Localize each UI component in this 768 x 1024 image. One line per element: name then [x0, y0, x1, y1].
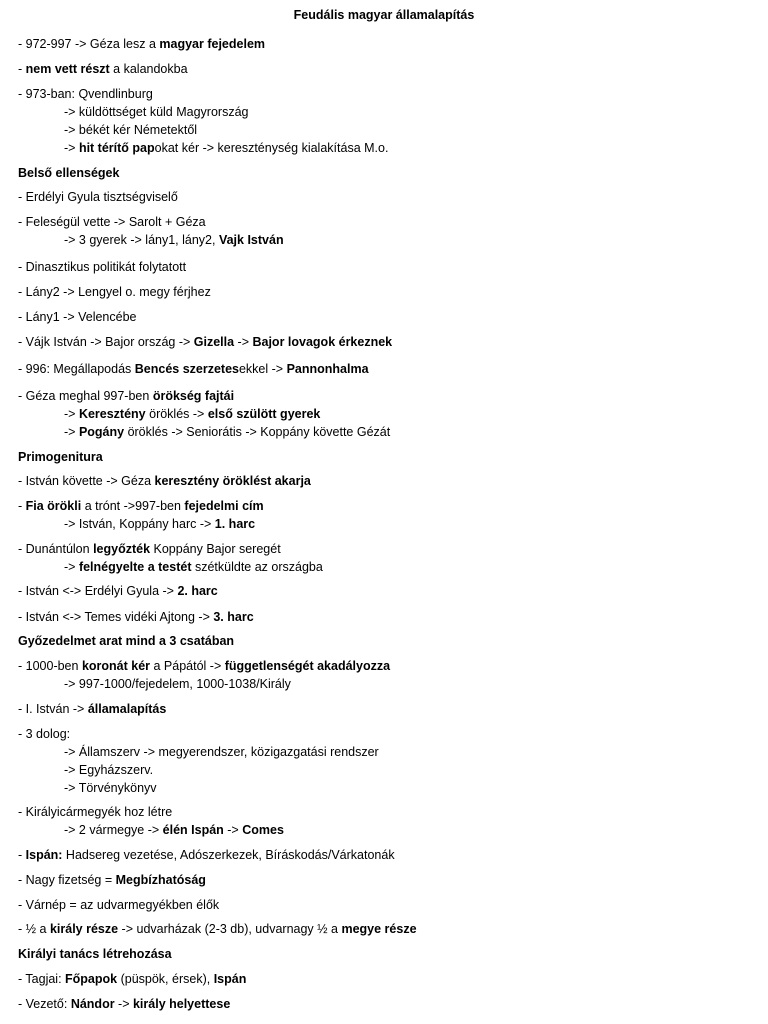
- document-line: [18, 541, 281, 557]
- text: - Dunántúlon: [18, 542, 94, 556]
- document-line: [64, 744, 379, 760]
- bold-text: király része: [49, 922, 119, 936]
- bold-text: 3. harc: [213, 610, 254, 624]
- text: -> udvarházak (2-3 db), udvarnagy ½ a: [118, 922, 342, 936]
- document-line: [18, 658, 390, 674]
- document-line: [18, 214, 206, 230]
- document-line: [64, 822, 284, 838]
- text: ->: [64, 425, 79, 439]
- text: - 1000-ben: [18, 659, 82, 673]
- document-line: [18, 334, 392, 350]
- text: ekkel ->: [238, 362, 287, 376]
- text: szétküldte az országba: [191, 560, 323, 574]
- document-line: [18, 897, 219, 913]
- text: - István <-> Erdélyi Gyula ->: [18, 584, 178, 598]
- document-line: [64, 140, 388, 156]
- text: (püspök, érsek),: [117, 972, 214, 986]
- text: -> Államszerv -> megyerendszer, közigazgatási rendszer: [64, 745, 379, 759]
- document-line: [64, 676, 291, 692]
- document-line: [18, 361, 369, 377]
- bold-text: felnégyelte a testét: [78, 560, 192, 574]
- document-line: [18, 701, 166, 717]
- text: okat kér -> kereszténység kialakítása M.o.: [154, 141, 389, 155]
- text: - I. István ->: [18, 702, 88, 716]
- text: öröklés ->: [145, 407, 208, 421]
- document-line: [18, 804, 172, 820]
- text: -: [18, 62, 26, 76]
- bold-text: Pannonhalma: [286, 362, 369, 376]
- document-line: [64, 406, 320, 422]
- bold-text: keresztény öröklést akarja: [154, 474, 311, 488]
- text: a trónt ->997-ben: [81, 499, 185, 513]
- bold-text: Bajor lovagok érkeznek: [252, 335, 393, 349]
- text: -> békét kér Németektől: [64, 123, 198, 137]
- document-line: [18, 946, 172, 962]
- text: - Dinasztikus politikát folytatott: [18, 260, 187, 274]
- document-line: [18, 996, 230, 1012]
- document-line: [64, 122, 197, 138]
- text: - Erdélyi Gyula tisztségviselő: [18, 190, 178, 204]
- document-line: [18, 921, 417, 937]
- document-line: [18, 872, 206, 888]
- document-line: [64, 424, 390, 440]
- text: - Vájk István -> Bajor ország ->: [18, 335, 194, 349]
- document-line: [18, 189, 178, 205]
- text: - Várnép = az udvarmegyékben élők: [18, 898, 220, 912]
- document-line: [64, 104, 248, 120]
- text: ->: [64, 141, 79, 155]
- document-line: [64, 780, 157, 796]
- text: - 973-ban: Qvendlinburg: [18, 87, 153, 101]
- text: ->: [64, 407, 79, 421]
- text: -: [18, 848, 26, 862]
- document-line: [64, 232, 284, 248]
- bold-text: Pogány: [78, 425, 125, 439]
- text: Koppány Bajor seregét: [150, 542, 281, 556]
- document-line: [18, 971, 246, 987]
- document-line: [18, 583, 218, 599]
- document-line: [18, 61, 188, 77]
- text: -> István, Koppány harc ->: [64, 517, 215, 531]
- bold-text: Belső ellenségek: [18, 166, 120, 180]
- bold-text: Bencés szerzetes: [134, 362, 239, 376]
- document-title: Feudális magyar államalapítás: [293, 8, 475, 22]
- document-line: [64, 559, 323, 575]
- text: - Nagy fizetség =: [18, 873, 116, 887]
- document-line: [18, 165, 119, 181]
- bold-text: Primogenitura: [18, 450, 103, 464]
- text: -> Törvénykönyv: [64, 781, 157, 795]
- text: a Pápától ->: [150, 659, 225, 673]
- bold-text: örökség fajtái: [152, 389, 235, 403]
- document-line: [18, 498, 264, 514]
- document-line: [64, 762, 153, 778]
- text: - 996: Megállapodás: [18, 362, 135, 376]
- bold-text: Főpapok: [65, 972, 118, 986]
- text: - 3 dolog:: [18, 727, 71, 741]
- text: a kalandokba: [109, 62, 188, 76]
- bold-text: nem vett részt: [25, 62, 110, 76]
- bold-text: élén Ispán: [162, 823, 224, 837]
- text: -> küldöttséget küld Magyrország: [64, 105, 249, 119]
- text: öröklés -> Seniorátis -> Koppány követte Gézát: [124, 425, 391, 439]
- document-line: [64, 516, 255, 532]
- document-line: [18, 259, 186, 275]
- document-line: [18, 388, 234, 404]
- document-line: [18, 449, 103, 465]
- bold-text: Megbízhatóság: [115, 873, 206, 887]
- text: ->: [223, 823, 243, 837]
- text: ->: [114, 997, 133, 1011]
- bold-text: megye része: [341, 922, 417, 936]
- text: - Tagjai:: [18, 972, 66, 986]
- bold-text: Királyi tanács létrehozása: [18, 947, 172, 961]
- document-line: [18, 633, 234, 649]
- document-line: [18, 284, 211, 300]
- document-line: [18, 847, 395, 863]
- document-line: [18, 86, 153, 102]
- bold-text: király helyettese: [132, 997, 231, 1011]
- text: - Lány2 -> Lengyel o. megy férjhez: [18, 285, 211, 299]
- document-line: [18, 309, 137, 325]
- bold-text: Fia örökli: [25, 499, 82, 513]
- text: - István követte -> Géza: [18, 474, 155, 488]
- text: - Géza meghal 997-ben: [18, 389, 153, 403]
- bold-text: legyőzték: [93, 542, 151, 556]
- bold-text: első szülött gyerek: [207, 407, 321, 421]
- document-line: [18, 726, 70, 742]
- bold-text: 1. harc: [214, 517, 256, 531]
- bold-text: államalapítás: [87, 702, 167, 716]
- text: - István <-> Temes vidéki Ajtong ->: [18, 610, 214, 624]
- bold-text: Vajk István: [218, 233, 284, 247]
- bold-text: Comes: [242, 823, 284, 837]
- text: ->: [234, 335, 253, 349]
- text: -> Egyházszerv.: [64, 763, 154, 777]
- bold-text: koronát kér: [81, 659, 151, 673]
- text: - Feleségül vette -> Sarolt + Géza: [18, 215, 206, 229]
- text: ->: [64, 560, 79, 574]
- bold-text: függetlenségét akadályozza: [224, 659, 391, 673]
- bold-text: Keresztény: [78, 407, 146, 421]
- bold-text: 2. harc: [177, 584, 218, 598]
- bold-text: magyar fejedelem: [159, 37, 266, 51]
- bold-text: fejedelmi cím: [184, 499, 264, 513]
- text: - Királyicármegyék hoz létre: [18, 805, 173, 819]
- text: - Lány1 -> Velencébe: [18, 310, 137, 324]
- document-line: [18, 36, 265, 52]
- text: Hadsereg vezetése, Adószerkezek, Bíráskodás/Várkatonák: [62, 848, 395, 862]
- bold-text: Győzedelmet arat mind a 3 csatában: [18, 634, 235, 648]
- text: -> 2 vármegye ->: [64, 823, 163, 837]
- text: - ½ a: [18, 922, 50, 936]
- document-line: [18, 609, 254, 625]
- text: -> 3 gyerek -> lány1, lány2,: [64, 233, 219, 247]
- text: - 972-997 -> Géza lesz a: [18, 37, 160, 51]
- text: - Vezető:: [18, 997, 71, 1011]
- text: -: [18, 499, 26, 513]
- bold-text: hit térítő pap: [78, 141, 155, 155]
- text: -> 997-1000/fejedelem, 1000-1038/Király: [64, 677, 291, 691]
- bold-text: Gizella: [193, 335, 235, 349]
- bold-text: Ispán:: [25, 848, 63, 862]
- bold-text: Ispán: [213, 972, 247, 986]
- bold-text: Nándor: [70, 997, 115, 1011]
- document-line: [18, 473, 311, 489]
